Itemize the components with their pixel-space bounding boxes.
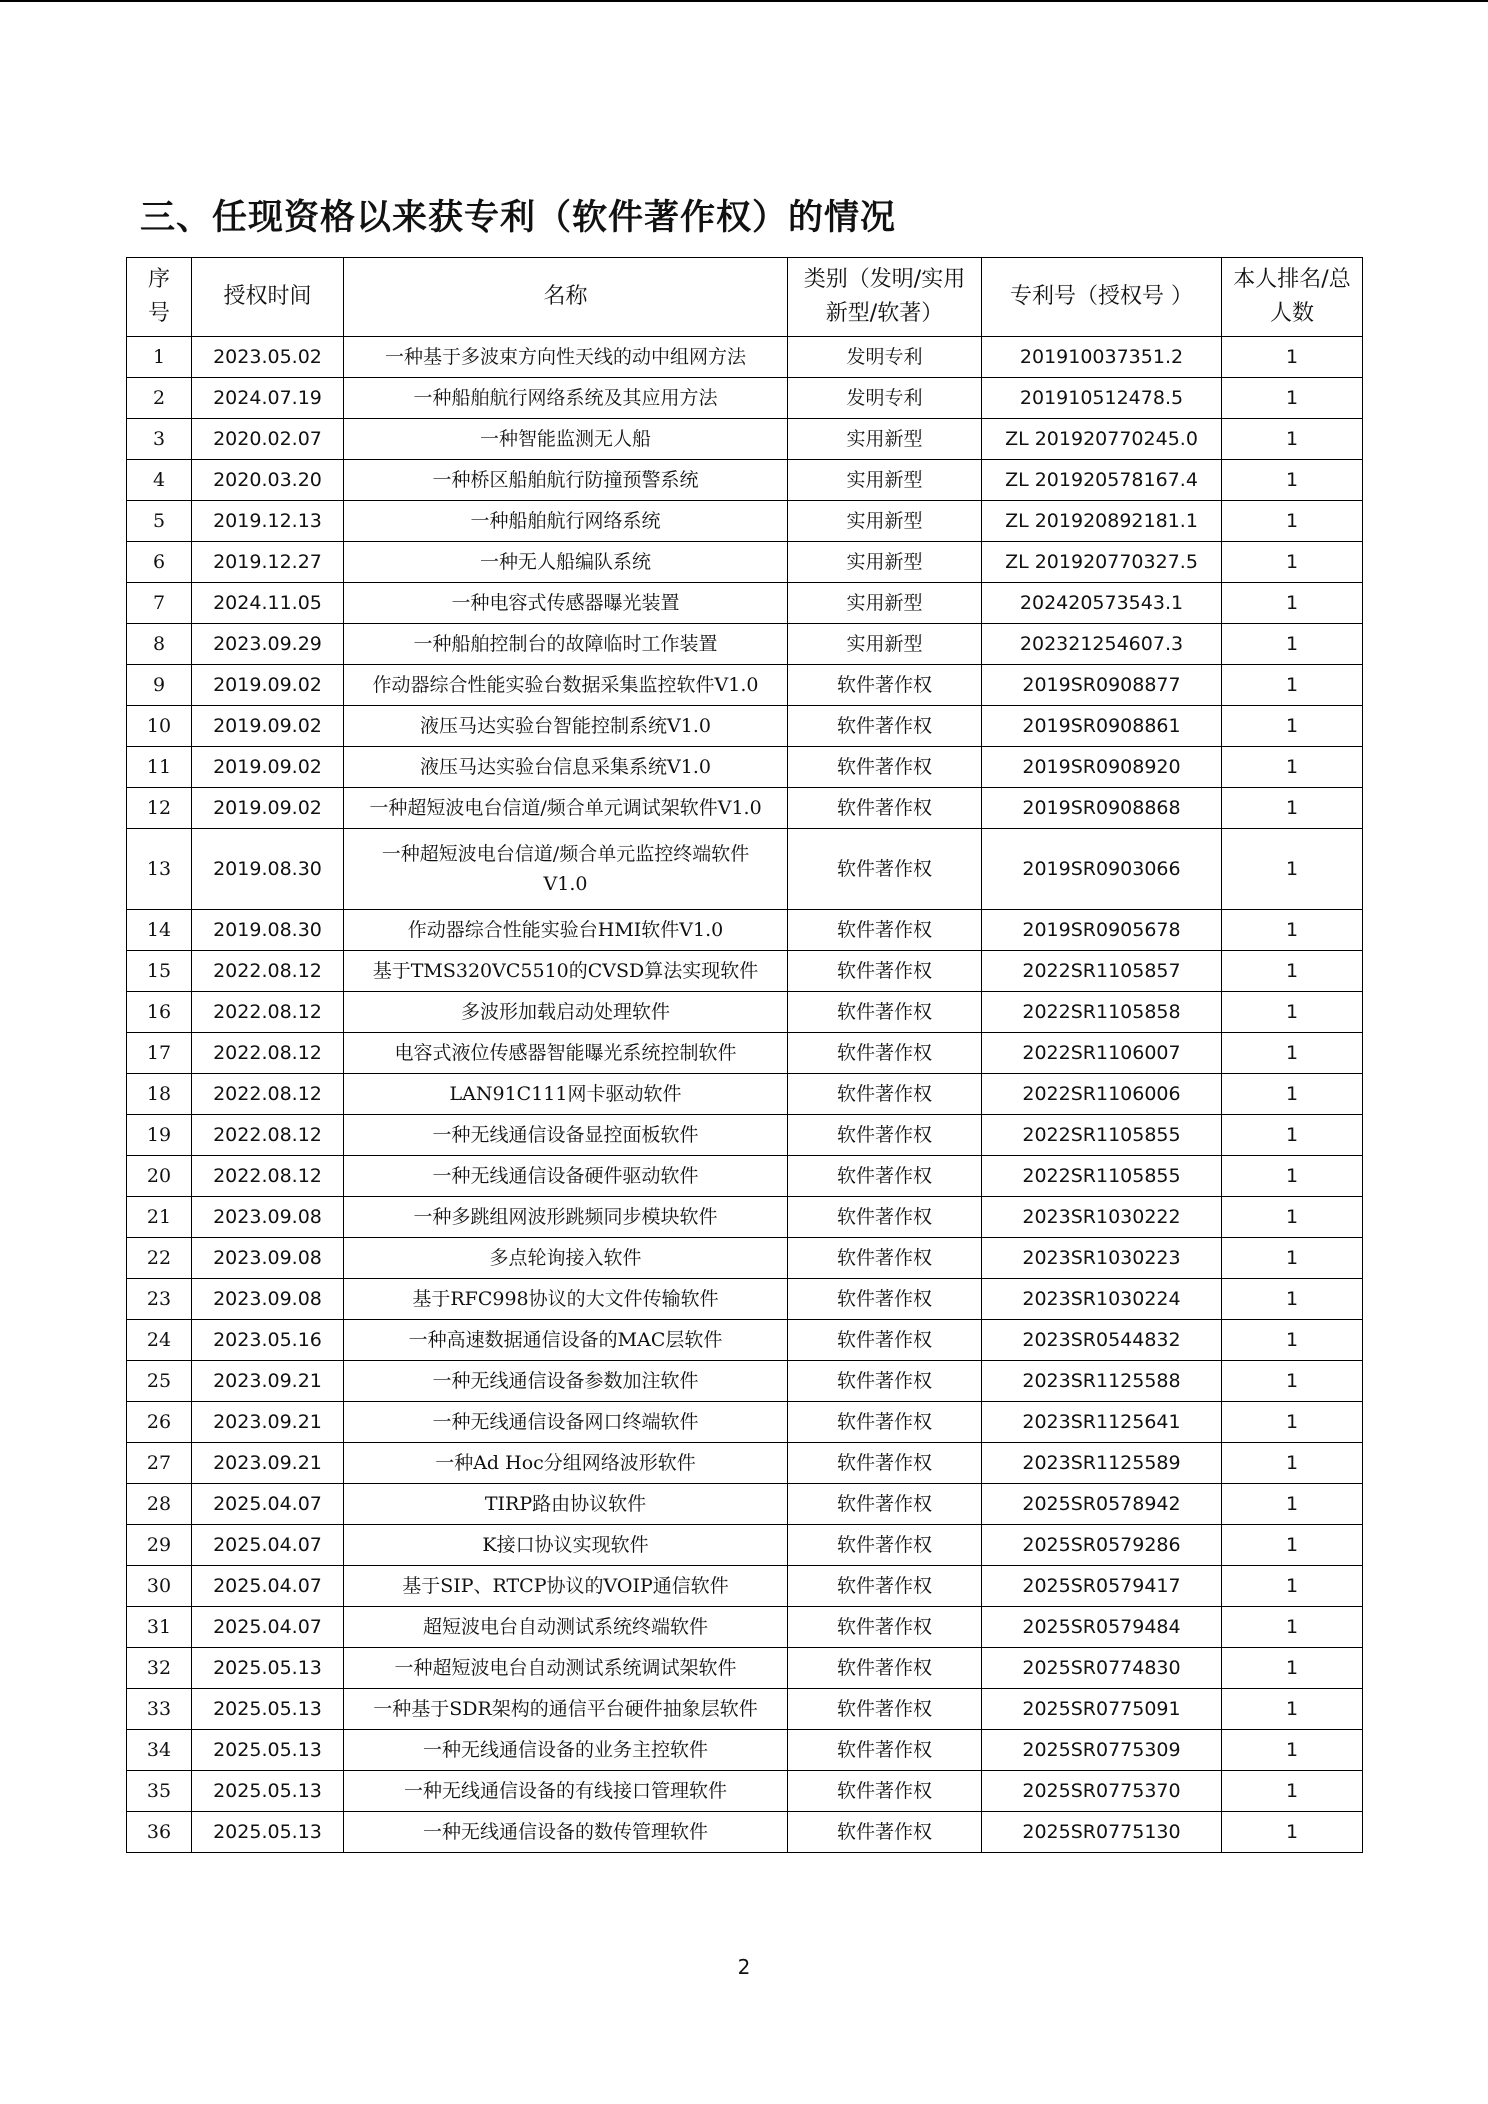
patent-number: 2023SR1125589	[982, 1443, 1222, 1484]
row-number: 32	[127, 1648, 192, 1689]
row-number: 8	[127, 624, 192, 665]
page-number: 2	[737, 1955, 751, 1979]
grant-date: 2020.02.07	[192, 419, 344, 460]
author-rank: 1	[1222, 1115, 1363, 1156]
table-row	[127, 1566, 1363, 1607]
grant-date: 2023.09.29	[192, 624, 344, 665]
item-name: 作动器综合性能实验台HMI软件V1.0	[344, 910, 788, 951]
table-row	[127, 665, 1363, 706]
item-category: 软件著作权	[788, 1484, 982, 1525]
table-row	[127, 624, 1363, 665]
row-number: 26	[127, 1402, 192, 1443]
item-name: 一种无线通信设备的数传管理软件	[344, 1812, 788, 1853]
patent-number: 2025SR0774830	[982, 1648, 1222, 1689]
table-row	[127, 910, 1363, 951]
item-category: 软件著作权	[788, 1771, 982, 1812]
table-row	[127, 1238, 1363, 1279]
author-rank: 1	[1222, 706, 1363, 747]
item-name: 液压马达实验台信息采集系统V1.0	[344, 747, 788, 788]
item-name: 一种多跳组网波形跳频同步模块软件	[344, 1197, 788, 1238]
author-rank: 1	[1222, 665, 1363, 706]
item-name: 一种无线通信设备的业务主控软件	[344, 1730, 788, 1771]
author-rank: 1	[1222, 1443, 1363, 1484]
item-name: 一种桥区船舶航行防撞预警系统	[344, 460, 788, 501]
author-rank: 1	[1222, 460, 1363, 501]
grant-date: 2025.04.07	[192, 1484, 344, 1525]
author-rank: 1	[1222, 624, 1363, 665]
grant-date: 2024.07.19	[192, 378, 344, 419]
table-row	[127, 706, 1363, 747]
patent-number: 2023SR1125641	[982, 1402, 1222, 1443]
item-category: 软件著作权	[788, 1648, 982, 1689]
patent-number: ZL 201920578167.4	[982, 460, 1222, 501]
table-row	[127, 583, 1363, 624]
table-row	[127, 501, 1363, 542]
author-rank: 1	[1222, 1689, 1363, 1730]
table-row	[127, 542, 1363, 583]
author-rank: 1	[1222, 1566, 1363, 1607]
grant-date: 2019.08.30	[192, 829, 344, 910]
table-row	[127, 460, 1363, 501]
row-number: 25	[127, 1361, 192, 1402]
item-name: 基于TMS320VC5510的CVSD算法实现软件	[344, 951, 788, 992]
item-name: 一种基于多波束方向性天线的动中组网方法	[344, 337, 788, 378]
item-name: 作动器综合性能实验台数据采集监控软件V1.0	[344, 665, 788, 706]
item-category: 实用新型	[788, 460, 982, 501]
patent-number: ZL 201920770327.5	[982, 542, 1222, 583]
top-border-line	[0, 0, 1488, 2]
author-rank: 1	[1222, 1156, 1363, 1197]
author-rank: 1	[1222, 747, 1363, 788]
grant-date: 2019.09.02	[192, 706, 344, 747]
author-rank: 1	[1222, 337, 1363, 378]
item-category: 软件著作权	[788, 1074, 982, 1115]
item-name: TIRP路由协议软件	[344, 1484, 788, 1525]
table-row	[127, 419, 1363, 460]
item-name: 一种无人船编队系统	[344, 542, 788, 583]
header-no: 序号	[127, 258, 192, 337]
table-row	[127, 788, 1363, 829]
page-title: 三、任现资格以来获专利（软件著作权）的情况	[140, 198, 897, 238]
patent-number: 2019SR0903066	[982, 829, 1222, 910]
patent-number: 2022SR1105855	[982, 1115, 1222, 1156]
item-category: 软件著作权	[788, 747, 982, 788]
grant-date: 2025.05.13	[192, 1648, 344, 1689]
author-rank: 1	[1222, 1238, 1363, 1279]
author-rank: 1	[1222, 542, 1363, 583]
patent-number: 2019SR0908861	[982, 706, 1222, 747]
item-name: 一种超短波电台信道/频合单元调试架软件V1.0	[344, 788, 788, 829]
row-number: 18	[127, 1074, 192, 1115]
item-category: 软件著作权	[788, 1812, 982, 1853]
row-number: 11	[127, 747, 192, 788]
author-rank: 1	[1222, 1730, 1363, 1771]
author-rank: 1	[1222, 788, 1363, 829]
row-number: 13	[127, 829, 192, 910]
item-category: 软件著作权	[788, 1033, 982, 1074]
item-category: 软件著作权	[788, 1566, 982, 1607]
item-category: 软件著作权	[788, 665, 982, 706]
author-rank: 1	[1222, 419, 1363, 460]
grant-date: 2019.09.02	[192, 747, 344, 788]
row-number: 28	[127, 1484, 192, 1525]
table-row	[127, 1689, 1363, 1730]
row-number: 9	[127, 665, 192, 706]
header-category: 类别（发明/实用新型/软著）	[788, 258, 982, 337]
item-name: 基于RFC998协议的大文件传输软件	[344, 1279, 788, 1320]
header-name: 名称	[344, 258, 788, 337]
patent-number: 2022SR1105855	[982, 1156, 1222, 1197]
item-category: 软件著作权	[788, 1689, 982, 1730]
patent-number: 2023SR1030222	[982, 1197, 1222, 1238]
item-name: K接口协议实现软件	[344, 1525, 788, 1566]
grant-date: 2020.03.20	[192, 460, 344, 501]
row-number: 6	[127, 542, 192, 583]
row-number: 21	[127, 1197, 192, 1238]
patent-number: 2025SR0579417	[982, 1566, 1222, 1607]
item-category: 软件著作权	[788, 1730, 982, 1771]
row-number: 2	[127, 378, 192, 419]
row-number: 23	[127, 1279, 192, 1320]
patent-number: 2025SR0579484	[982, 1607, 1222, 1648]
grant-date: 2019.09.02	[192, 665, 344, 706]
table-row	[127, 951, 1363, 992]
author-rank: 1	[1222, 378, 1363, 419]
grant-date: 2019.08.30	[192, 910, 344, 951]
item-name: 基于SIP、RTCP协议的VOIP通信软件	[344, 1566, 788, 1607]
row-number: 29	[127, 1525, 192, 1566]
item-category: 软件著作权	[788, 706, 982, 747]
patent-number: 2023SR0544832	[982, 1320, 1222, 1361]
header-number: 专利号（授权号 ）	[982, 258, 1222, 337]
item-category: 软件著作权	[788, 1402, 982, 1443]
patent-number: 2025SR0775370	[982, 1771, 1222, 1812]
row-number: 3	[127, 419, 192, 460]
author-rank: 1	[1222, 1320, 1363, 1361]
grant-date: 2019.12.27	[192, 542, 344, 583]
item-category: 实用新型	[788, 501, 982, 542]
item-category: 软件著作权	[788, 1443, 982, 1484]
item-category: 发明专利	[788, 337, 982, 378]
table-row	[127, 829, 1363, 910]
table-row	[127, 1648, 1363, 1689]
table-row	[127, 1402, 1363, 1443]
item-name: 多波形加载启动处理软件	[344, 992, 788, 1033]
patent-number: 202420573543.1	[982, 583, 1222, 624]
table-row	[127, 1525, 1363, 1566]
author-rank: 1	[1222, 992, 1363, 1033]
grant-date: 2025.04.07	[192, 1525, 344, 1566]
row-number: 7	[127, 583, 192, 624]
grant-date: 2023.05.02	[192, 337, 344, 378]
author-rank: 1	[1222, 501, 1363, 542]
patent-number: 2019SR0908877	[982, 665, 1222, 706]
table-row	[127, 747, 1363, 788]
item-category: 实用新型	[788, 583, 982, 624]
patent-number: 2022SR1106007	[982, 1033, 1222, 1074]
item-name: 一种基于SDR架构的通信平台硬件抽象层软件	[344, 1689, 788, 1730]
grant-date: 2022.08.12	[192, 1074, 344, 1115]
patent-number: 2023SR1030224	[982, 1279, 1222, 1320]
author-rank: 1	[1222, 1197, 1363, 1238]
item-category: 软件著作权	[788, 1279, 982, 1320]
item-category: 软件著作权	[788, 1197, 982, 1238]
item-name: 一种Ad Hoc分组网络波形软件	[344, 1443, 788, 1484]
patent-number: 201910512478.5	[982, 378, 1222, 419]
patent-number: 2019SR0905678	[982, 910, 1222, 951]
grant-date: 2025.04.07	[192, 1607, 344, 1648]
table-row	[127, 1033, 1363, 1074]
author-rank: 1	[1222, 910, 1363, 951]
header-rank: 本人排名/总人数	[1222, 258, 1363, 337]
patent-number: 2022SR1105858	[982, 992, 1222, 1033]
header-date: 授权时间	[192, 258, 344, 337]
table-row	[127, 1484, 1363, 1525]
grant-date: 2022.08.12	[192, 1115, 344, 1156]
item-category: 实用新型	[788, 542, 982, 583]
item-name: 超短波电台自动测试系统终端软件	[344, 1607, 788, 1648]
author-rank: 1	[1222, 1484, 1363, 1525]
table-row	[127, 378, 1363, 419]
item-category: 软件著作权	[788, 1607, 982, 1648]
item-name: 一种无线通信设备显控面板软件	[344, 1115, 788, 1156]
item-name: 一种无线通信设备硬件驱动软件	[344, 1156, 788, 1197]
table-row	[127, 1443, 1363, 1484]
row-number: 10	[127, 706, 192, 747]
item-category: 实用新型	[788, 419, 982, 460]
author-rank: 1	[1222, 829, 1363, 910]
table-row	[127, 992, 1363, 1033]
patent-table	[126, 257, 1363, 1853]
row-number: 1	[127, 337, 192, 378]
patent-number: 2022SR1105857	[982, 951, 1222, 992]
item-category: 软件著作权	[788, 951, 982, 992]
item-name: 一种超短波电台自动测试系统调试架软件	[344, 1648, 788, 1689]
table-row	[127, 1115, 1363, 1156]
item-category: 软件著作权	[788, 1525, 982, 1566]
grant-date: 2025.05.13	[192, 1812, 344, 1853]
patent-number: 2025SR0775091	[982, 1689, 1222, 1730]
patent-number: 2025SR0775130	[982, 1812, 1222, 1853]
patent-number: 2019SR0908868	[982, 788, 1222, 829]
grant-date: 2022.08.12	[192, 1156, 344, 1197]
patent-number: 2019SR0908920	[982, 747, 1222, 788]
patent-number: 2022SR1106006	[982, 1074, 1222, 1115]
author-rank: 1	[1222, 1771, 1363, 1812]
item-category: 软件著作权	[788, 1156, 982, 1197]
table-row	[127, 1279, 1363, 1320]
row-number: 34	[127, 1730, 192, 1771]
row-number: 15	[127, 951, 192, 992]
item-category: 软件著作权	[788, 1115, 982, 1156]
grant-date: 2024.11.05	[192, 583, 344, 624]
row-number: 27	[127, 1443, 192, 1484]
row-number: 24	[127, 1320, 192, 1361]
grant-date: 2023.09.21	[192, 1402, 344, 1443]
table-row	[127, 1771, 1363, 1812]
grant-date: 2025.05.13	[192, 1689, 344, 1730]
item-name: 一种船舶控制台的故障临时工作装置	[344, 624, 788, 665]
patent-number: ZL 201920770245.0	[982, 419, 1222, 460]
item-category: 发明专利	[788, 378, 982, 419]
grant-date: 2022.08.12	[192, 1033, 344, 1074]
patent-number: 2023SR1125588	[982, 1361, 1222, 1402]
row-number: 35	[127, 1771, 192, 1812]
item-category: 软件著作权	[788, 788, 982, 829]
table-row	[127, 1607, 1363, 1648]
item-category: 软件著作权	[788, 829, 982, 910]
item-name: 一种超短波电台信道/频合单元监控终端软件V1.0	[344, 829, 788, 910]
grant-date: 2025.04.07	[192, 1566, 344, 1607]
item-category: 软件著作权	[788, 992, 982, 1033]
row-number: 31	[127, 1607, 192, 1648]
item-category: 软件著作权	[788, 1320, 982, 1361]
grant-date: 2023.09.08	[192, 1197, 344, 1238]
grant-date: 2019.12.13	[192, 501, 344, 542]
author-rank: 1	[1222, 951, 1363, 992]
item-name: 一种无线通信设备的有线接口管理软件	[344, 1771, 788, 1812]
patent-number: ZL 201920892181.1	[982, 501, 1222, 542]
item-name: 一种无线通信设备网口终端软件	[344, 1402, 788, 1443]
grant-date: 2022.08.12	[192, 992, 344, 1033]
item-name: 一种船舶航行网络系统及其应用方法	[344, 378, 788, 419]
table-row	[127, 1730, 1363, 1771]
item-category: 软件著作权	[788, 1238, 982, 1279]
patent-number: 2023SR1030223	[982, 1238, 1222, 1279]
item-name: 一种无线通信设备参数加注软件	[344, 1361, 788, 1402]
author-rank: 1	[1222, 583, 1363, 624]
author-rank: 1	[1222, 1607, 1363, 1648]
table-row	[127, 337, 1363, 378]
row-number: 16	[127, 992, 192, 1033]
row-number: 14	[127, 910, 192, 951]
row-number: 5	[127, 501, 192, 542]
row-number: 19	[127, 1115, 192, 1156]
author-rank: 1	[1222, 1279, 1363, 1320]
row-number: 17	[127, 1033, 192, 1074]
patent-number: 2025SR0578942	[982, 1484, 1222, 1525]
table-row	[127, 1361, 1363, 1402]
grant-date: 2025.05.13	[192, 1771, 344, 1812]
grant-date: 2023.09.08	[192, 1279, 344, 1320]
patent-number: 201910037351.2	[982, 337, 1222, 378]
table-row	[127, 1197, 1363, 1238]
item-category: 软件著作权	[788, 910, 982, 951]
table-row	[127, 1156, 1363, 1197]
item-name: 电容式液位传感器智能曝光系统控制软件	[344, 1033, 788, 1074]
author-rank: 1	[1222, 1033, 1363, 1074]
grant-date: 2025.05.13	[192, 1730, 344, 1771]
row-number: 20	[127, 1156, 192, 1197]
item-category: 软件著作权	[788, 1361, 982, 1402]
author-rank: 1	[1222, 1525, 1363, 1566]
item-name: 多点轮询接入软件	[344, 1238, 788, 1279]
table-header-row	[127, 258, 1363, 337]
item-name: 一种智能监测无人船	[344, 419, 788, 460]
grant-date: 2022.08.12	[192, 951, 344, 992]
row-number: 4	[127, 460, 192, 501]
grant-date: 2023.09.21	[192, 1443, 344, 1484]
grant-date: 2023.09.08	[192, 1238, 344, 1279]
row-number: 22	[127, 1238, 192, 1279]
patent-number: 202321254607.3	[982, 624, 1222, 665]
row-number: 36	[127, 1812, 192, 1853]
item-name: 液压马达实验台智能控制系统V1.0	[344, 706, 788, 747]
grant-date: 2023.05.16	[192, 1320, 344, 1361]
author-rank: 1	[1222, 1361, 1363, 1402]
item-name: LAN91C111网卡驱动软件	[344, 1074, 788, 1115]
author-rank: 1	[1222, 1074, 1363, 1115]
table-row	[127, 1074, 1363, 1115]
author-rank: 1	[1222, 1812, 1363, 1853]
grant-date: 2019.09.02	[192, 788, 344, 829]
author-rank: 1	[1222, 1402, 1363, 1443]
grant-date: 2023.09.21	[192, 1361, 344, 1402]
item-name: 一种电容式传感器曝光装置	[344, 583, 788, 624]
author-rank: 1	[1222, 1648, 1363, 1689]
patent-number: 2025SR0579286	[982, 1525, 1222, 1566]
item-name: 一种高速数据通信设备的MAC层软件	[344, 1320, 788, 1361]
row-number: 33	[127, 1689, 192, 1730]
patent-number: 2025SR0775309	[982, 1730, 1222, 1771]
row-number: 30	[127, 1566, 192, 1607]
table-row	[127, 1320, 1363, 1361]
item-category: 实用新型	[788, 624, 982, 665]
row-number: 12	[127, 788, 192, 829]
item-name: 一种船舶航行网络系统	[344, 501, 788, 542]
table-row	[127, 1812, 1363, 1853]
